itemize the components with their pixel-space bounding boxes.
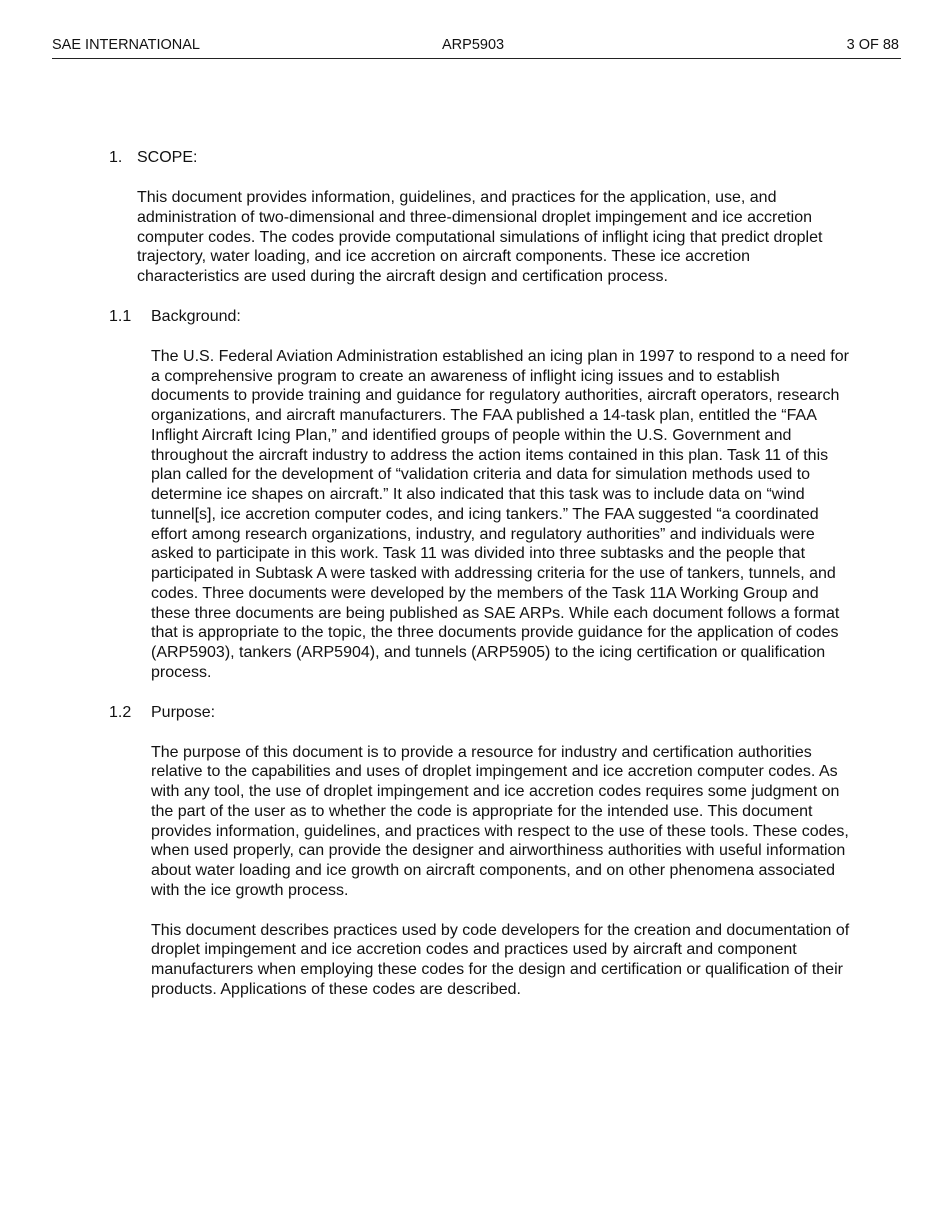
section-title: SCOPE: [137,149,198,166]
background-paragraph: The U.S. Federal Aviation Administration established an icing plan in 1997 to respond to a need for a comprehensive program to create an awareness of inflight icing issues and to establish documents to provide training and guidance for regulatory authorities, aircraft operators, research organizations, and aircraft manufacturers. The FAA published a 14-task plan, entitled the “FAA Inflight Aircraft Icing Plan,” and identified groups of people within the U.S. Government and throughout the aircraft industry to address the action items contained in this plan. Task 11 of this plan called for the development of “validation criteria and data for simulation methods used to determine ice shapes on aircraft.” It also indicated that this task was to include data on “wind tunnel[s], ice accretion computer codes, and icing tankers.” The FAA suggested “a coordinated effort among research organizations, industry, and regulatory authorities” and individuals were asked to participate in this work. Task 11 was divided into three subtasks and the people that participated in Subtask A were tasked with addressing criteria for the use of tankers, tunnels, and codes. Three documents were developed by the members of the Task 11A Working Group and these three documents are being published as SAE ARPs. While each document follows a format that is appropriate to the topic, the three documents provide guidance for the application of codes (ARP5903), tankers (ARP5904), and tunnels (ARP5905) to the icing certification or qualification process. [151,347,849,681]
document-body [109,148,851,1000]
page-header [52,36,901,59]
header-organization: SAE INTERNATIONAL [52,37,200,53]
section-heading-background [109,307,851,327]
section-heading-scope [109,148,851,168]
purpose-paragraph-2: This document describes practices used by code developers for the creation and documentation of droplet impingement and ice accretion codes and practices used by aircraft and component manufacturers when employing these codes for the design and certification or qualification of their products. Applications of these codes are described. [151,921,850,998]
section-title: Background: [151,307,241,325]
header-document-number: ARP5903 [442,37,505,53]
section-number: 1.2 [109,703,132,721]
section-number: 1. [109,149,123,166]
header-page-number: 3 OF 88 [846,37,899,53]
purpose-paragraph-1: The purpose of this document is to provide a resource for industry and certification authorities relative to the capabilities and uses of droplet impingement and ice accretion computer codes. As with any tool, the use of droplet impingement and ice accretion codes requires some judgment on the part of the user as to whether the code is appropriate for the intended use. This document provides information, guidelines, and practices with respect to the use of these tools. These codes, when used properly, can provide the designer and airworthiness authorities with useful information about water loading and ice growth on aircraft components, and on other phenomena associated with the ice growth process. [151,743,849,899]
section-heading-purpose [109,703,851,723]
scope-paragraph: This document provides information, guidelines, and practices for the application, use, and administration of two-dimensional and three-dimensional droplet impingement and ice accretion computer codes. The codes provide computational simulations of inflight icing that predict droplet trajectory, water loading, and ice accretion on aircraft components. These ice accretion characteristics are used during the aircraft design and certification process. [137,189,823,285]
section-title: Purpose: [151,703,216,721]
section-number: 1.1 [109,307,132,325]
